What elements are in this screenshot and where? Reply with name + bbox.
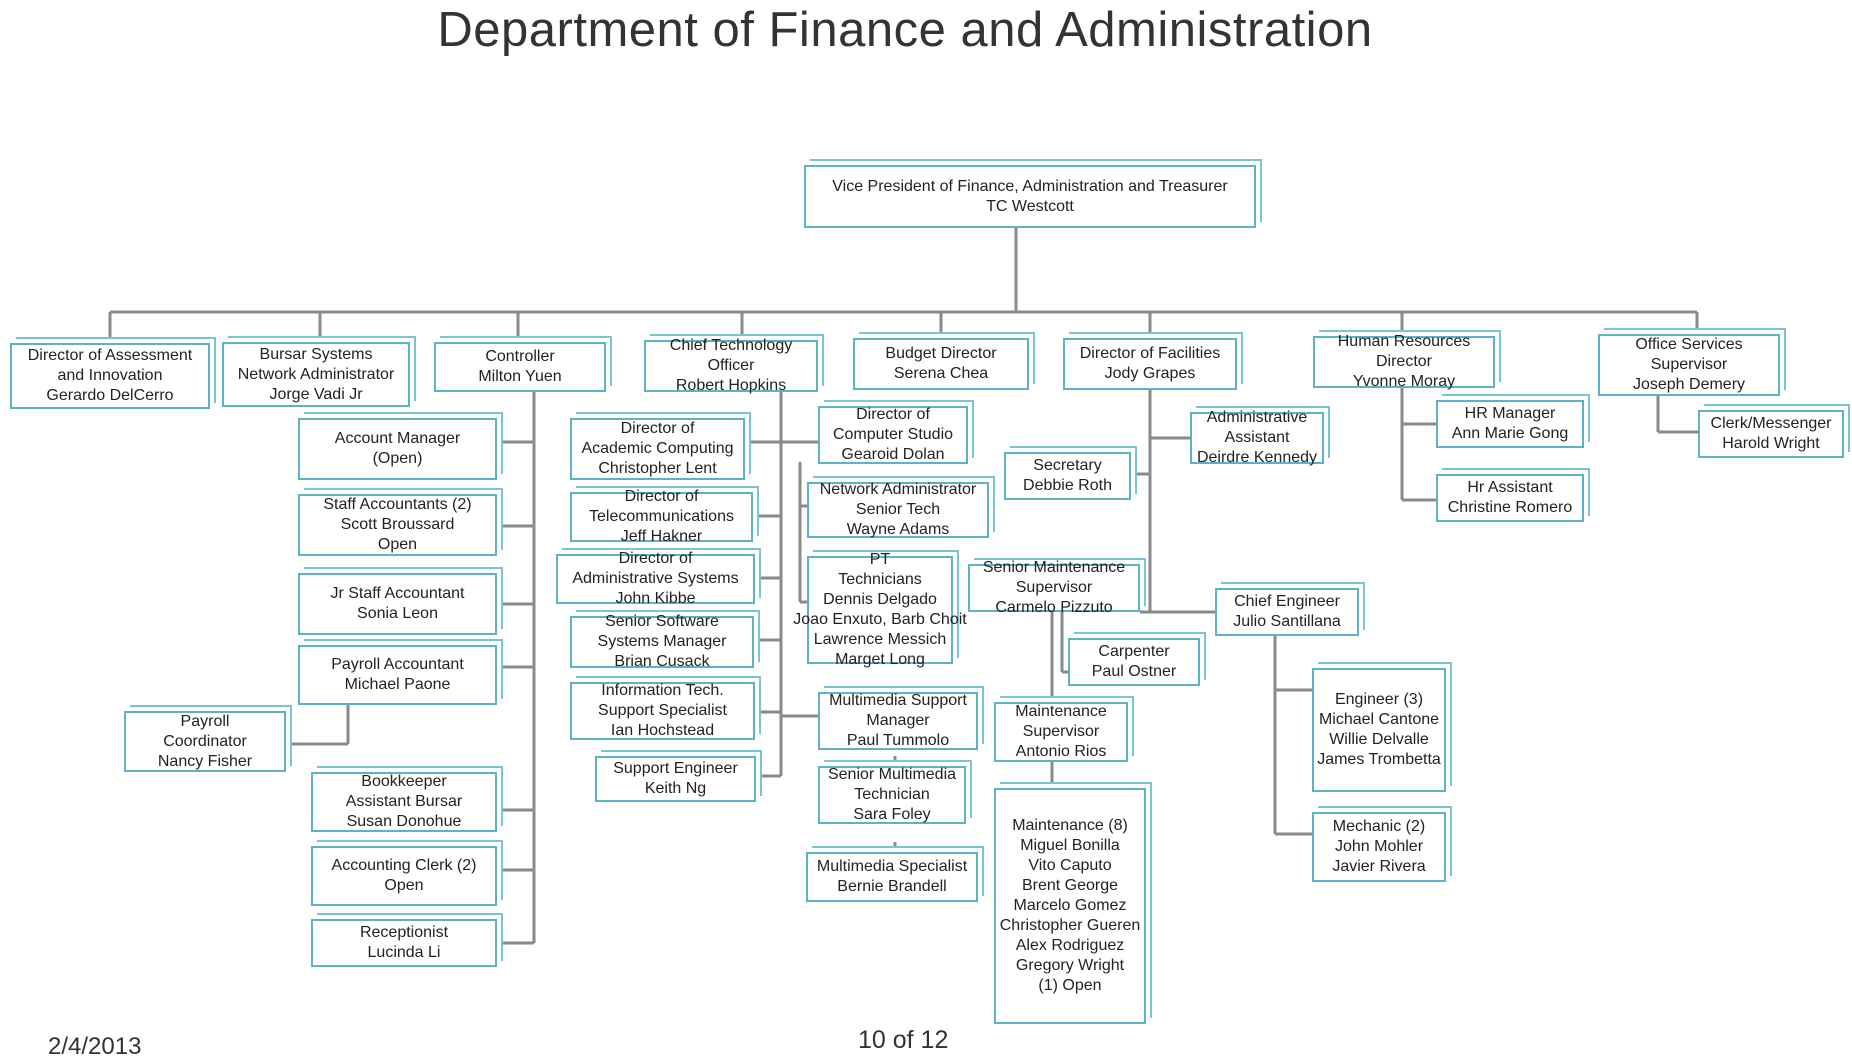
box-line: Payroll — [180, 712, 230, 730]
box-line: Jr Staff Accountant — [330, 585, 465, 602]
multimedia-specialist-box — [806, 852, 978, 902]
box-line: Support Specialist — [598, 702, 727, 719]
staff-accountants-box — [298, 494, 497, 556]
box-line: Network Administrator — [237, 365, 395, 383]
box-line: Administrative Systems — [572, 570, 739, 587]
box-line: Alex Rodriguez — [1015, 937, 1125, 954]
box-line: Administrative — [1206, 409, 1308, 426]
box-line: Manager — [866, 712, 930, 729]
box-line: Supervisor — [1022, 723, 1100, 740]
mechanics-box — [1312, 812, 1446, 882]
box-line: Willie Delvalle — [1329, 731, 1429, 748]
box-line: Open — [377, 536, 418, 553]
box-line: Human Resources — [1337, 333, 1471, 350]
box-line: Marcelo Gomez — [1013, 897, 1127, 914]
senior-maintenance-supervisor-box — [968, 559, 1140, 616]
box-line: Support Engineer — [613, 760, 738, 777]
box-line: Antonio Rios — [1015, 743, 1107, 760]
box-line: Secretary — [1033, 457, 1102, 474]
box-line: Sonia Leon — [357, 605, 438, 622]
box-line: Academic Computing — [581, 440, 734, 457]
box-line: Miguel Bonilla — [1020, 837, 1120, 854]
page-title: Department of Finance and Administration — [437, 3, 1373, 57]
bursar-systems-box — [222, 342, 410, 407]
account-manager-box — [298, 418, 497, 480]
box-line: Accounting Clerk (2) — [331, 857, 477, 874]
box-line: Christopher Gueren — [999, 917, 1141, 934]
box-line: Multimedia Specialist — [816, 858, 968, 875]
box-line: Supervisor — [1650, 356, 1728, 373]
box-line: Gearoid Dolan — [841, 446, 945, 463]
chief-engineer-box — [1215, 588, 1359, 636]
box-line: Technician — [854, 786, 930, 803]
box-line: Ann Marie Gong — [1451, 425, 1569, 442]
box-line: Brent George — [1021, 877, 1119, 894]
payroll-accountant-box — [298, 645, 497, 705]
cto-box — [644, 337, 818, 394]
box-line: Joseph Demery — [1632, 376, 1746, 393]
box-line: Maintenance — [1015, 703, 1107, 720]
box-line: John Kibbe — [615, 590, 696, 607]
info-tech-support-box — [570, 682, 755, 740]
senior-multimedia-tech-box — [818, 766, 966, 824]
bookkeeper-box — [311, 772, 497, 832]
box-line: Marget Long — [835, 651, 925, 668]
box-line: Jorge Vadi Jr — [269, 385, 363, 403]
box-line: (Open) — [372, 450, 423, 467]
box-line: Julio Santillana — [1233, 613, 1341, 630]
box-line: Serena Chea — [893, 365, 989, 382]
box-line: Christopher Lent — [598, 460, 717, 477]
box-line: Controller — [485, 348, 555, 365]
box-line: PT — [869, 551, 891, 568]
vp-name: TC Westcott — [986, 197, 1074, 215]
box-line: Systems Manager — [597, 633, 727, 650]
box-line: Office Services — [1635, 336, 1743, 353]
box-line: Multimedia Support — [829, 692, 967, 709]
box-line: Director of — [624, 488, 699, 505]
accounting-clerk-box — [311, 846, 497, 906]
box-line: Maintenance (8) — [1012, 817, 1128, 834]
controller-box — [434, 342, 606, 392]
box-line: Chief Engineer — [1234, 593, 1340, 610]
box-line: Clerk/Messenger — [1710, 415, 1832, 432]
box-line: Carmelo Pizzuto — [995, 599, 1113, 616]
dir-academic-computing-box — [570, 418, 745, 480]
box-line: Keith Ng — [644, 780, 707, 797]
box-line: Senior Maintenance — [982, 559, 1126, 576]
senior-software-box — [570, 613, 754, 670]
box-line: Jody Grapes — [1104, 365, 1196, 382]
box-line: Director of Facilities — [1079, 345, 1221, 362]
box-line: Harold Wright — [1722, 435, 1820, 452]
box-line: Senior Multimedia — [827, 766, 957, 783]
box-line: Director of — [856, 406, 930, 423]
box-line: Network Administrator — [819, 481, 977, 498]
jr-staff-accountant-box — [298, 573, 497, 635]
box-line: Coordinator — [163, 732, 247, 750]
box-line: (1) Open — [1038, 977, 1102, 994]
box-line: Scott Broussard — [340, 516, 455, 533]
box-line: Budget Director — [885, 345, 997, 362]
box-line: Director of — [620, 420, 695, 437]
box-line: Dennis Delgado — [823, 591, 937, 608]
box-line: Bookkeeper — [361, 773, 447, 790]
box-line: Receptionist — [359, 924, 449, 941]
network-admin-box — [807, 482, 989, 538]
pt-technicians-box — [793, 551, 967, 668]
box-line: Paul Ostner — [1091, 663, 1177, 680]
box-line: Robert Hopkins — [675, 377, 787, 394]
box-line: Senior Software — [605, 613, 719, 630]
box-line: Milton Yuen — [478, 368, 562, 385]
dir-admin-systems-box — [556, 550, 755, 607]
secretary-box — [1004, 452, 1131, 500]
box-line: Payroll Accountant — [331, 656, 464, 673]
box-line: John Mohler — [1334, 838, 1424, 855]
box-line: Joao Enxuto, Barb Choit — [793, 611, 967, 628]
payroll-coordinator-box — [124, 711, 286, 772]
dir-computer-studio-box — [818, 406, 968, 464]
budget-director-box — [853, 338, 1029, 390]
box-line: Susan Donohue — [346, 813, 462, 830]
box-line: Account Manager — [334, 430, 461, 447]
box-line: Officer — [707, 357, 755, 374]
box-line: Lucinda Li — [367, 944, 441, 961]
box-line: Ian Hochstead — [610, 722, 715, 739]
box-line: Director of — [618, 550, 693, 567]
box-line: Director of Assessment — [27, 347, 193, 364]
box-line: Mechanic (2) — [1332, 818, 1426, 835]
footer-date: 2/4/2013 — [48, 1033, 142, 1060]
box-line: Deirdre Kennedy — [1196, 449, 1318, 466]
director-assessment-box — [10, 343, 210, 409]
clerk-messenger-box — [1698, 410, 1844, 458]
box-line: Carpenter — [1098, 643, 1170, 660]
box-line: Technicians — [838, 571, 922, 588]
box-line: and Innovation — [57, 367, 163, 384]
director-facilities-box — [1063, 338, 1237, 390]
box-line: Vito Caputo — [1028, 857, 1112, 874]
box-line: James Trombetta — [1317, 751, 1441, 768]
box-line: Brian Cusack — [614, 653, 710, 670]
box-line: Bernie Brandell — [837, 878, 947, 895]
box-line: Engineer (3) — [1334, 691, 1424, 708]
box-line: Hr Assistant — [1467, 479, 1553, 496]
box-line: Supervisor — [1015, 579, 1093, 596]
box-line: Director — [1375, 353, 1432, 370]
box-line: Chief Technology — [669, 337, 793, 354]
dir-telecom-box — [570, 488, 753, 545]
box-line: Staff Accountants (2) — [323, 496, 472, 513]
maintenance-staff-box — [994, 788, 1146, 1024]
box-line: Yvonne Moray — [1352, 373, 1456, 390]
admin-assistant-box — [1190, 409, 1324, 466]
box-line: Jeff Hakner — [620, 528, 703, 545]
hr-manager-box — [1436, 400, 1584, 448]
box-line: Javier Rivera — [1332, 858, 1426, 875]
box-line: Assistant Bursar — [345, 793, 463, 810]
page-number: 10 of 12 — [858, 1026, 949, 1054]
box-line: Wayne Adams — [846, 521, 950, 538]
box-line: Gregory Wright — [1015, 957, 1125, 974]
box-line: Assistant — [1224, 429, 1290, 446]
box-line: Computer Studio — [832, 426, 954, 443]
vp-title: Vice President of Finance, Administration and Treasurer — [832, 177, 1228, 195]
box-line: Gerardo DelCerro — [46, 387, 174, 404]
box-line: Telecommunications — [589, 508, 734, 525]
multimedia-support-mgr-box — [818, 692, 978, 750]
box-line: Information Tech. — [601, 682, 724, 699]
box-line: Nancy Fisher — [157, 752, 253, 770]
box-line: HR Manager — [1464, 405, 1556, 422]
vp-box — [804, 165, 1256, 228]
box-line: Senior Tech — [855, 501, 941, 518]
receptionist-box — [311, 919, 497, 967]
support-engineer-box — [595, 756, 756, 802]
engineers-box — [1312, 668, 1446, 792]
carpenter-box — [1068, 638, 1200, 686]
office-services-box — [1598, 334, 1780, 396]
box-line: Debbie Roth — [1023, 477, 1112, 494]
hr-assistant-box — [1436, 474, 1584, 522]
box-line: Sara Foley — [853, 806, 931, 823]
box-line: Michael Cantone — [1318, 711, 1440, 728]
box-line: Michael Paone — [344, 676, 451, 693]
box-line: Lawrence Messich — [813, 631, 947, 648]
box-line: Bursar Systems — [259, 345, 373, 363]
maintenance-supervisor-box — [994, 702, 1128, 762]
box-line: Christine Romero — [1447, 499, 1573, 516]
hr-director-box — [1313, 333, 1495, 390]
box-line: Open — [384, 877, 424, 894]
box-line: Paul Tummolo — [846, 732, 950, 749]
